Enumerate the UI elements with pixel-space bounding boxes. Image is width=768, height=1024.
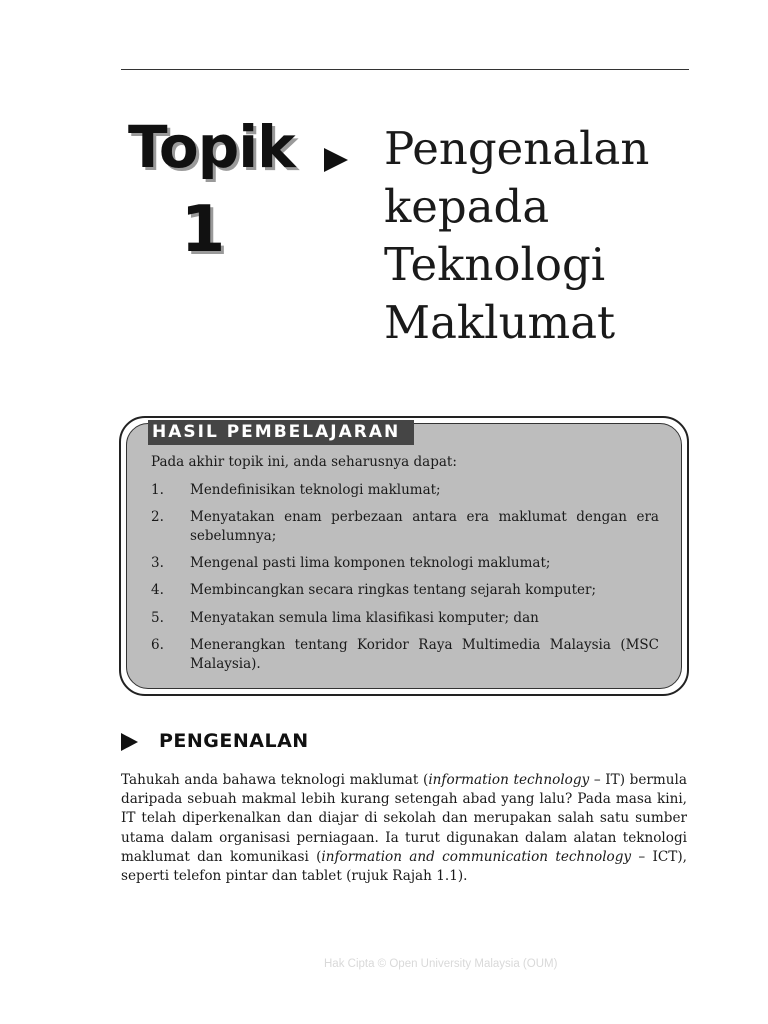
paragraph-italic-term: information and communication technology (321, 848, 632, 865)
title-line: kepada (384, 180, 550, 233)
outcome-number: 1. (151, 482, 164, 498)
title-line: Pengenalan (384, 122, 650, 175)
outcome-text: Menyatakan semula lima klasifikasi komputer; dan (190, 610, 539, 626)
outcome-text: Menerangkan tentang Koridor Raya Multimedia Malaysia (MSC Malaysia). (190, 637, 659, 672)
outcome-number: 4. (151, 582, 164, 598)
topic-number: 1 (180, 193, 226, 267)
play-arrow-icon (324, 148, 348, 172)
intro-paragraph (121, 771, 687, 886)
outcome-number: 3. (151, 555, 164, 571)
title-line: Maklumat (384, 296, 616, 349)
title-line: Teknologi (384, 238, 606, 291)
outcome-number: 6. (151, 637, 164, 653)
outcome-number: 2. (151, 509, 164, 525)
topic-word: Topik (128, 113, 295, 181)
outcome-text: Mendefinisikan teknologi maklumat; (190, 482, 441, 498)
learning-outcomes-intro: Pada akhir topik ini, anda seharusnya dapat: (151, 454, 457, 470)
paragraph-text: Tahukah anda bahawa teknologi maklumat ( (121, 772, 429, 788)
page-title (384, 120, 714, 352)
outcome-number: 5. (151, 610, 164, 626)
paragraph-text: – ICT), seperti telefon pintar dan tablet (rujuk Rajah 1.1). (121, 848, 687, 885)
paragraph-text: – IT) bermula daripada sebuah makmal lebih kurang setengah abad yang lalu? Pada masa kini, IT telah diperkenalkan dan diajar di sekolah dan merupakan salah satu sumber utama dalam organisasi perniagaan. Ia turut digunakan dalam alatan teknologi maklumat dan komunikasi ( (121, 772, 688, 865)
paragraph-italic-term: information technology (428, 772, 590, 788)
learning-outcomes-label: HASIL PEMBELAJARAN (148, 420, 414, 445)
section-arrow-icon (121, 733, 138, 751)
top-rule (121, 69, 689, 70)
outcome-text: Membincangkan secara ringkas tentang sejarah komputer; (190, 582, 597, 598)
copyright-footer: Hak Cipta © Open University Malaysia (OUM) (324, 958, 558, 970)
section-heading: PENGENALAN (159, 730, 309, 752)
outcome-text: Mengenal pasti lima komponen teknologi maklumat; (190, 555, 551, 571)
outcome-text: Menyatakan enam perbezaan antara era maklumat dengan era sebelumnya; (190, 509, 659, 544)
